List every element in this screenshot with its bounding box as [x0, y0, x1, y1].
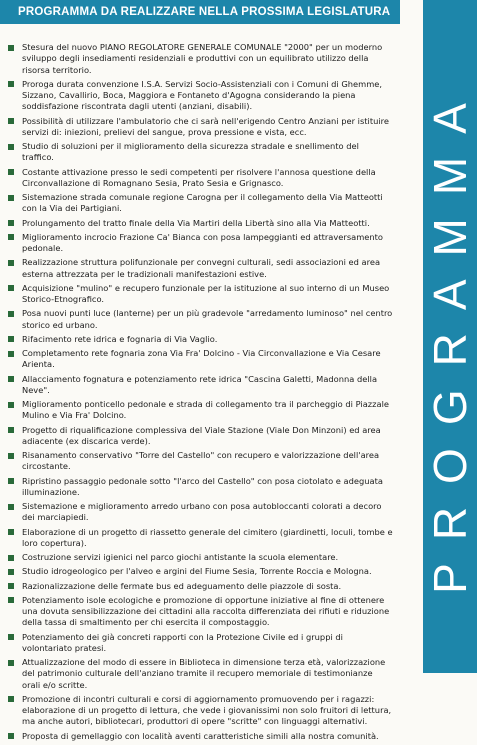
page-title: PROGRAMMA DA REALIZZARE NELLA PROSSIMA LEGISLATURA — [0, 0, 400, 24]
list-item-text: Stesura del nuovo PIANO REGOLATORE GENERALE COMUNALE "2000" per un moderno sviluppo degli insediamenti residenziali e produttivi con un equilibrato utilizzo della risorsa territorio. — [22, 42, 383, 75]
list-item — [8, 232, 393, 255]
list-item — [8, 218, 393, 229]
list-item — [8, 79, 393, 113]
list-item-text: Completamento rete fognaria zona Via Fra' Dolcino - Via Circonvallazione e Via Cesare Arienta. — [22, 348, 381, 370]
square-bullet-icon — [8, 45, 14, 51]
list-item — [8, 527, 393, 550]
list-item — [8, 694, 393, 728]
square-bullet-icon — [8, 555, 14, 561]
list-item-text: Potenziamento dei già concreti rapporti con la Protezione Civile ed i gruppi di volontariato pratesi. — [22, 631, 343, 653]
list-item-text: Miglioramento ponticello pedonale e strada di collegamento tra il parcheggio di Piazzale Mulino e Via Fra' Dolcino. — [22, 399, 390, 421]
square-bullet-icon — [8, 529, 14, 535]
list-item — [8, 566, 393, 577]
square-bullet-icon — [8, 478, 14, 484]
square-bullet-icon — [8, 733, 14, 739]
list-item-text: Promozione di incontri culturali e corsi di aggiornamento promuovendo per i ragazzi: elaborazione di un progetto di lettura, che vede i giovanissimi non solo fruitori di lettura, ma anche autori, bibliotecari, produttori di opere "scritte" con linguaggi alternativi. — [22, 693, 392, 727]
list-item — [8, 657, 393, 691]
list-item-text: Attualizzazione del modo di essere in Biblioteca in dimensione terza età, valorizzazione del patrimonio culturale dell'anziano tramite il recupero memoriale di testimonianze orali e/o scritte. — [22, 657, 386, 690]
side-banner — [423, 0, 477, 673]
list-item — [8, 476, 393, 499]
list-item — [8, 374, 393, 397]
square-bullet-icon — [8, 169, 14, 175]
square-bullet-icon — [8, 351, 14, 357]
square-bullet-icon — [8, 453, 14, 459]
list-item — [8, 283, 393, 306]
list-item-text: Costante attivazione presso le sedi competenti per risolvere l'annosa questione della Circonvallazione di Romagnano Sesia, Prato Sesia e Grignasco. — [22, 166, 376, 188]
list-item-text: Sistemazione e miglioramento arredo urbano con posa autobloccanti colorati a decoro dei marciapiedi. — [22, 501, 382, 523]
list-item — [8, 192, 393, 215]
square-bullet-icon — [8, 376, 14, 382]
list-item — [8, 450, 393, 473]
list-item-text: Rifacimento rete idrica e fognaria di Via Vaglio. — [22, 333, 218, 344]
list-item-text: Sistemazione strada comunale regione Carogna per il collegamento della Via Matteotti con la Via dei Partigiani. — [22, 192, 383, 214]
list-item-text: Studio idrogeologico per l'alveo e argini del Fiume Sesia, Torrente Roccia e Mologna. — [22, 566, 372, 577]
square-bullet-icon — [8, 402, 14, 408]
list-item-text: Ripristino passaggio pedonale sotto "l'arco del Castello" con posa ciotolato e adeguata illuminazione. — [22, 475, 383, 497]
list-item — [8, 308, 393, 331]
program-list — [8, 42, 393, 745]
list-item-text: Progetto di riqualificazione complessiva del Viale Stazione (Viale Don Minzoni) ed area adiacente (ex discarica verde). — [22, 424, 381, 446]
list-item — [8, 167, 393, 190]
list-item-text: Potenziamento isole ecologiche e promozione di opportune iniziative al fine di ottenere una dovuta sensibilizzazione dei cittadini alla raccolta differenziata dei rifiuti e riduzione della tassa di smaltimento per chi esercita il compostaggio. — [22, 594, 390, 628]
list-item-text: Posa nuovi punti luce (lanterne) per un più gradevole "arredamento luminoso" nel centro storico ed urbano. — [22, 308, 393, 330]
list-item — [8, 399, 393, 422]
square-bullet-icon — [8, 220, 14, 226]
square-bullet-icon — [8, 660, 14, 666]
square-bullet-icon — [8, 583, 14, 589]
square-bullet-icon — [8, 234, 14, 240]
list-item-text: Razionalizzazione delle fermate bus ed adeguamento delle piazzole di sosta. — [22, 580, 342, 591]
list-item — [8, 348, 393, 371]
list-item-text: Proroga durata convenzione I.S.A. Servizi Socio-Assistenziali con i Comuni di Ghemme, Sizzano, Cavallirio, Boca, Maggiora e Fontaneto d'Agogna considerando la piena soddisfazione riscontrata dagli utenti (anziani, disabili). — [22, 78, 383, 112]
square-bullet-icon — [8, 696, 14, 702]
list-item — [8, 141, 393, 164]
side-banner-label: PROGRAMMA — [424, 79, 476, 594]
square-bullet-icon — [8, 597, 14, 603]
square-bullet-icon — [8, 285, 14, 291]
list-item-text: Studio di soluzioni per il miglioramento della sicurezza stradale e snellimento del traffico. — [22, 141, 359, 163]
list-item — [8, 581, 393, 592]
square-bullet-icon — [8, 260, 14, 266]
list-item-text: Proposta di gemellaggio con località aventi caratteristiche simili alla nostra comunità. — [22, 730, 379, 741]
square-bullet-icon — [8, 195, 14, 201]
list-item — [8, 42, 393, 76]
list-item — [8, 425, 393, 448]
list-item-text: Possibilità di utilizzare l'ambulatorio che ci sarà nell'erigendo Centro Anziani per istituire servizi di: iniezioni, prelievi del sangue, prova pressione e vista, ecc. — [22, 115, 389, 137]
list-item-text: Acquisizione "mulino" e recupero funzionale per la istituzione al suo interno di un Museo Storico-Etnografico. — [22, 282, 390, 304]
square-bullet-icon — [8, 144, 14, 150]
list-item-text: Realizzazione struttura polifunzionale per convegni culturali, sedi associazioni ed area esterna attrezzata per le tradizionali manifestazioni estive. — [22, 257, 381, 279]
list-item-text: Prolungamento del tratto finale della Via Martiri della Libertà sino alla Via Matteotti. — [22, 217, 370, 228]
list-item — [8, 501, 393, 524]
square-bullet-icon — [8, 634, 14, 640]
list-item — [8, 595, 393, 629]
square-bullet-icon — [8, 81, 14, 87]
list-item — [8, 552, 393, 563]
list-item — [8, 116, 393, 139]
list-item-text: Miglioramento incrocio Frazione Ca' Bianca con posa lampeggianti ed attraversamento pedonale. — [22, 231, 383, 253]
square-bullet-icon — [8, 118, 14, 124]
list-item-text: Allacciamento fognatura e potenziamento rete idrica "Cascina Galetti, Madonna della Neve". — [22, 373, 378, 395]
list-item — [8, 632, 393, 655]
square-bullet-icon — [8, 336, 14, 342]
list-item-text: Costruzione servizi igienici nel parco giochi antistante la scuola elementare. — [22, 552, 339, 562]
list-item — [8, 257, 393, 280]
list-item-text: Elaborazione di un progetto di riassetto generale del cimitero (giardinetti, loculi, tombe e loro copertura). — [22, 526, 393, 548]
square-bullet-icon — [8, 504, 14, 510]
square-bullet-icon — [8, 569, 14, 575]
square-bullet-icon — [8, 427, 14, 433]
list-item-text: Risanamento conservativo "Torre del Castello" con recupero e valorizzazione dell'area circostante. — [22, 450, 380, 472]
list-item — [8, 731, 393, 742]
square-bullet-icon — [8, 311, 14, 317]
list-item — [8, 334, 393, 345]
